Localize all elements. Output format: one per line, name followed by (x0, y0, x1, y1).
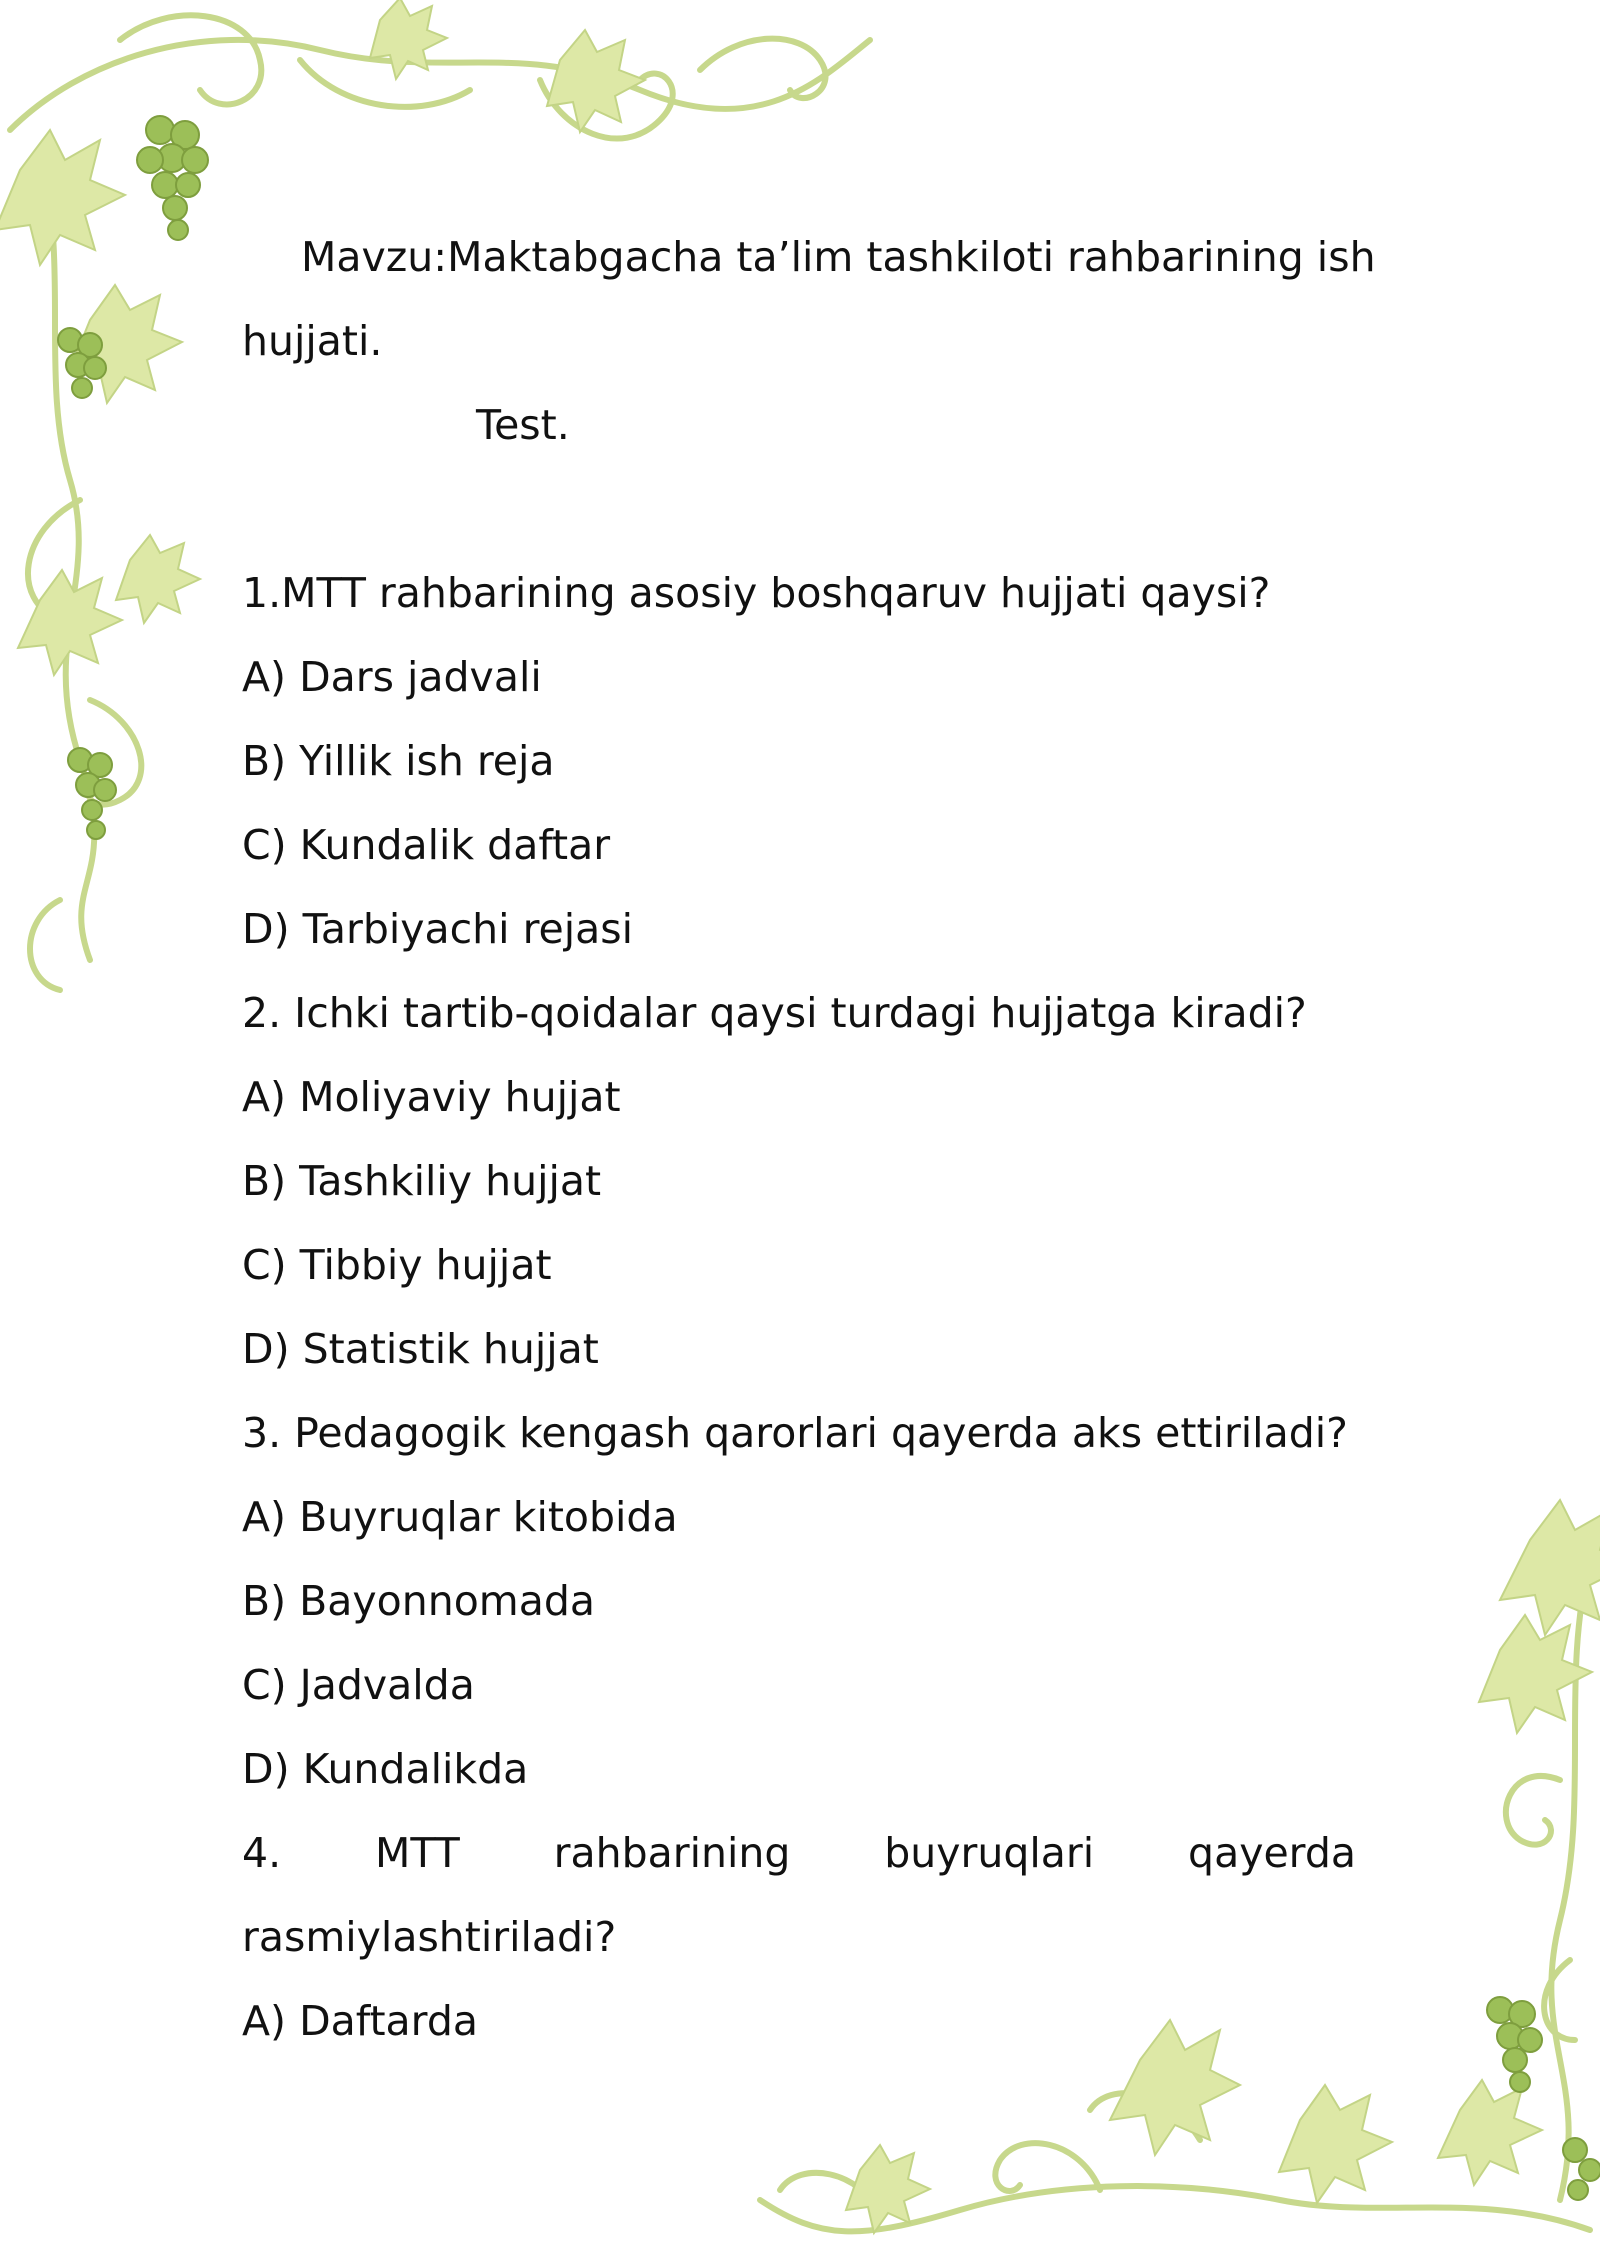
top-left-grapes (58, 116, 208, 839)
topic-line-2: hujjati. (242, 317, 383, 365)
question-2 (242, 971, 1356, 1391)
question-word: buyruqlari (884, 1829, 1095, 1877)
question-text: 1.MTT rahbarining asosiy boshqaruv hujjati qaysi? (242, 569, 1271, 617)
question-text-line-2: rasmiylashtiriladi? (242, 1913, 617, 1961)
answer-option: A) Dars jadvali (242, 653, 542, 701)
blank-line (242, 467, 1356, 551)
question-4 (242, 1811, 1356, 2063)
question-word: rahbarining (553, 1829, 791, 1877)
answer-option: B) Yillik ish reja (242, 737, 555, 785)
answer-option: A) Daftarda (242, 1997, 478, 2045)
question-1 (242, 551, 1356, 971)
test-title: Test. (476, 401, 570, 449)
question-text: 2. Ichki tartib-qoidalar qaysi turdagi hujjatga kiradi? (242, 989, 1307, 1037)
answer-option: B) Bayonnomada (242, 1577, 596, 1625)
question-text-line-1 (242, 1811, 1356, 1895)
answer-option: D) Statistik hujjat (242, 1325, 599, 1373)
question-word: qayerda (1188, 1829, 1356, 1877)
answer-option: D) Kundalikda (242, 1745, 529, 1793)
bottom-right-grapes (1487, 1997, 1600, 2200)
question-text: 3. Pedagogik kengash qarorlari qayerda aks ettiriladi? (242, 1409, 1348, 1457)
topic-line-1: Mavzu:Maktabgacha ta’lim tashkiloti rahbarining ish (301, 233, 1376, 281)
question-3 (242, 1391, 1356, 1811)
answer-option: A) Buyruqlar kitobida (242, 1493, 678, 1541)
answer-option: C) Jadvalda (242, 1661, 475, 1709)
document-body (242, 215, 1376, 2063)
question-word: MTT (375, 1829, 460, 1877)
answer-option: A) Moliyaviy hujjat (242, 1073, 621, 1121)
question-word: 4. (242, 1829, 282, 1877)
answer-option: B) Tashkiliy hujjat (242, 1157, 602, 1205)
answer-option: C) Kundalik daftar (242, 821, 611, 869)
answer-option: C) Tibbiy hujjat (242, 1241, 552, 1289)
answer-option: D) Tarbiyachi rejasi (242, 905, 634, 953)
